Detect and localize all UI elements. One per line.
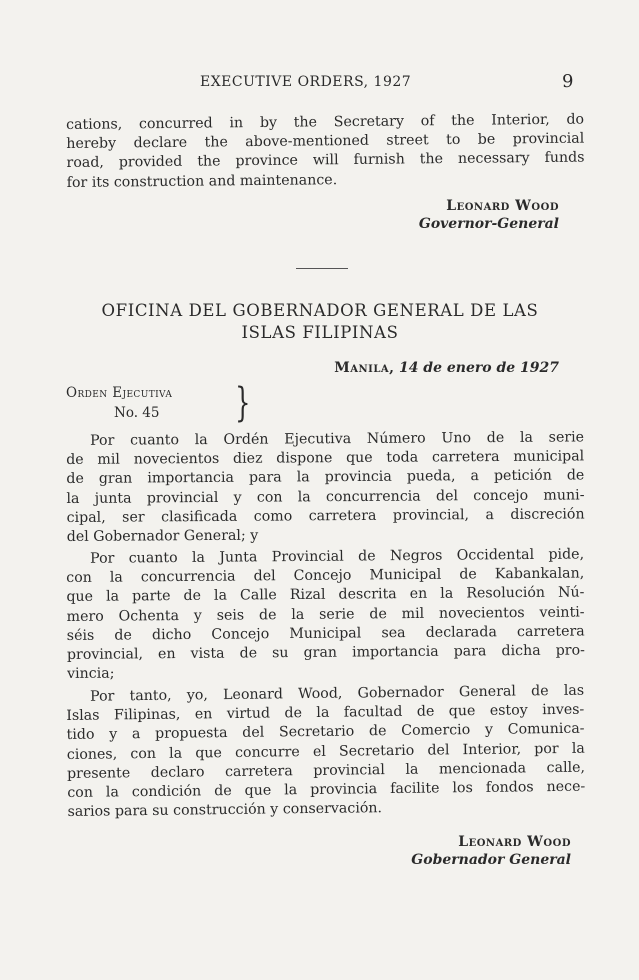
text-line: road, provided the province will furnish the necessary funds [66,149,585,172]
paragraph-whereas-1 [66,428,585,547]
text-line: con la condición de que la provincia facilite los fondos nece- [67,778,586,802]
page-number: 9 [562,71,574,92]
office-heading-line-1: OFICINA DEL GOBERNADOR GENERAL DE LAS [101,301,539,320]
dateline [334,360,559,376]
order-designation [66,380,266,429]
text-line: ciones, con la que concurre el Secretario del Interior, por la [66,740,585,763]
signatory-name: Leonard Wood [446,198,559,214]
text-line: del Gobernador General; y [66,527,259,546]
section-divider [296,268,348,269]
order-label: Orden Ejecutiva [66,385,173,401]
office-heading-line-2: ISLAS FILIPINAS [241,323,399,342]
order-number: No. 45 [114,405,160,421]
paragraph-therefore [66,682,586,823]
order-brace: } [235,380,251,426]
paragraph-english-closing [66,111,585,193]
dateline-date: 14 de enero de 1927 [398,360,559,376]
text-line: Por cuanto la Ordén Ejecutiva Número Uno de la serie [90,429,585,449]
running-header-title: EXECUTIVE ORDERS, 1927 [200,74,412,90]
signatory-name: Leonard Wood [458,834,571,850]
signatory-title: Governor-General [418,216,559,232]
text-line: cipal, ser clasificada como carretera provincial, a discreción [66,506,585,526]
text-line: Por tanto, yo, Leonard Wood, Gobernador General de las [90,682,585,705]
running-header [0,71,639,94]
signatory-title: Gobernador General [411,852,571,868]
text-line: mero Ochenta y seis de la serie de mil novecientos veinti- [66,604,585,625]
office-heading [70,300,570,344]
text-line: for its construction and maintenance. [66,171,338,191]
text-line: tido y a propuesta del Secretario de Comercio y Comunica- [66,721,585,744]
text-line: cations, concurred in by the Secretary of the Interior, do [66,111,585,133]
text-line: hereby declare the above-mentioned street to be provincial [66,130,585,153]
dateline-city: Manila, [334,360,395,376]
text-line: Por cuanto la Junta Provincial de Negros Occidental pide, [90,546,585,567]
signature-block-spanish [411,834,571,868]
text-line: sarios para su construcción y conservación. [67,800,383,821]
text-line: de gran importancia para la provincia pueda, a petición de [66,467,585,488]
paragraph-whereas-2 [66,545,585,684]
text-line: séis de dicho Concejo Municipal sea declarada carretera [66,623,585,644]
text-line: provincial, en vista de su gran importancia para dicha pro- [66,642,585,664]
text-line: que la parte de la Calle Rizal descrita en la Resolución Nú- [66,584,585,606]
text-line: con la concurrencia del Concejo Municipal de Kabankalan, [66,565,585,587]
text-line: de mil novecientos diez dispone que toda carretera municipal [66,448,585,469]
text-line: la junta provincial y con la concurrencia del concejo muni- [66,486,585,507]
text-line: Islas Filipinas, en virtud de la facultad de que estoy inves- [66,701,585,725]
signature-block-english [419,198,559,232]
text-line: vincia; [67,665,115,683]
text-line: presente declaro carretera provincial la mencionada calle, [66,759,586,782]
